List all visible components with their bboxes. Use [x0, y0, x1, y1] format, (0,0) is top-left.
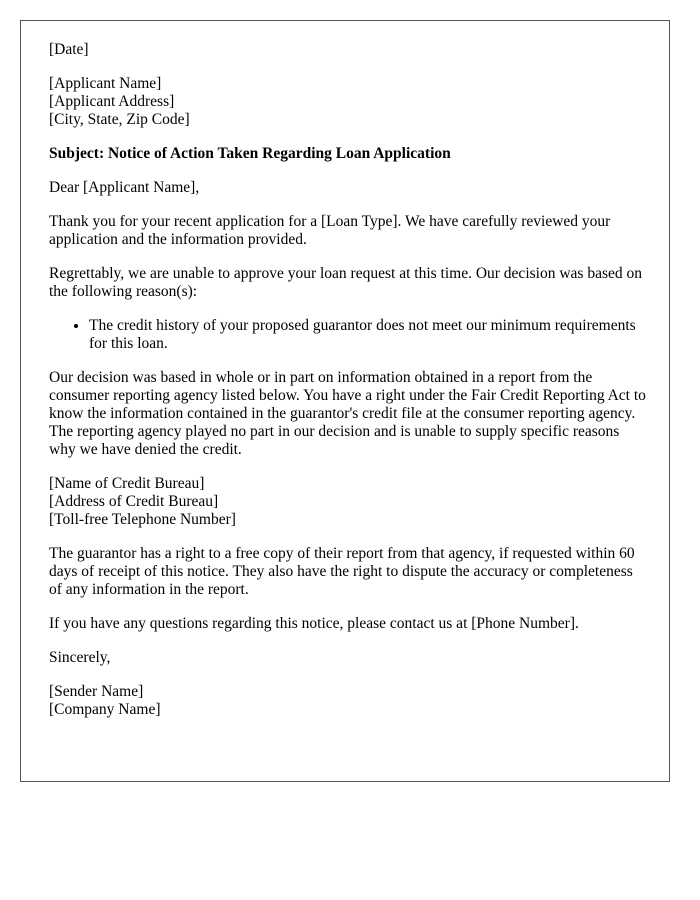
- reason-item: • The credit history of your proposed guarantor does not meet our minimum requirements for this loan.: [89, 317, 649, 353]
- paragraph-contact: If you have any questions regarding this notice, please contact us at [Phone Number].: [49, 615, 579, 632]
- bureau-phone: [Toll-free Telephone Number]: [49, 511, 236, 528]
- bureau-name: [Name of Credit Bureau]: [49, 475, 205, 492]
- closing: Sincerely,: [49, 649, 111, 666]
- bureau-block: [49, 475, 649, 529]
- salutation: Dear [Applicant Name],: [49, 179, 200, 196]
- reasons-list: [49, 317, 649, 353]
- applicant-address: [Applicant Address]: [49, 93, 175, 110]
- letter: [20, 20, 670, 782]
- paragraph-rights: The guarantor has a right to a free copy of their report from that agency, if requested within 60 days of receipt of this notice. They also have the right to dispute the accuracy or completeness of any information in the report.: [49, 545, 635, 598]
- paragraph-intro: Thank you for your recent application for a [Loan Type]. We have carefully reviewed your application and the information provided.: [49, 213, 611, 248]
- company-name: [Company Name]: [49, 701, 161, 718]
- paragraph-fcra: Our decision was based in whole or in part on information obtained in a report from the consumer reporting agency listed below. You have a right under the Fair Credit Reporting Act to know the information contained in the guarantor's credit file at the consumer reporting agency. The reporting agency played no part in our decision and is unable to supply specific reasons why we have denied the credit.: [49, 369, 646, 458]
- paragraph-decision: Regrettably, we are unable to approve your loan request at this time. Our decision was based on the following reason(s):: [49, 265, 642, 300]
- applicant-block: [49, 75, 649, 129]
- date: [Date]: [49, 41, 89, 58]
- sender-name: [Sender Name]: [49, 683, 144, 700]
- applicant-city: [City, State, Zip Code]: [49, 111, 190, 128]
- applicant-name: [Applicant Name]: [49, 75, 162, 92]
- bureau-address: [Address of Credit Bureau]: [49, 493, 219, 510]
- sender-block: [49, 683, 649, 719]
- subject: Subject: Notice of Action Taken Regarding Loan Application: [49, 145, 451, 162]
